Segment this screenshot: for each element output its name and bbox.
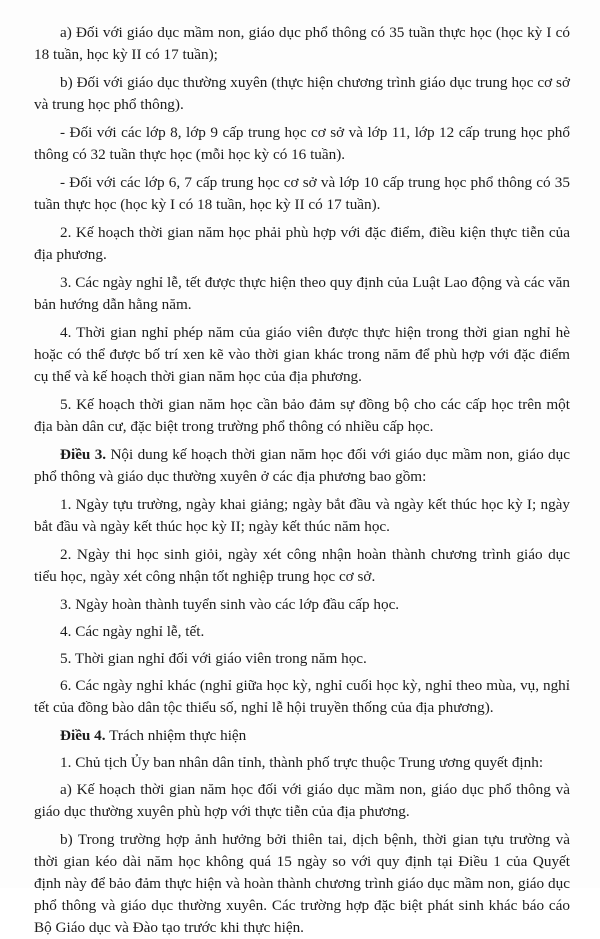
list-item: 1. Chủ tịch Ủy ban nhân dân tỉnh, thành phố trực thuộc Trung ương quyết định: [60,754,544,771]
list-item: a) Kế hoạch thời gian năm học đối với giáo dục mầm non, giáo dục phổ thông và giáo dục thường xuyên phù hợp với thực tiễn của địa phương. [34,781,570,820]
paragraph: 5. Kế hoạch thời gian năm học cần bảo đảm sự đồng bộ cho các cấp học trên một địa bàn dân cư, đặc biệt trong trường phổ thông có nhiều cấp học. [34,396,570,435]
article-3-paragraph [34,444,570,488]
list-item: 1. Ngày tựu trường, ngày khai giảng; ngày bắt đầu và ngày kết thúc học kỳ I; ngày bắt đầu và ngày kết thúc học kỳ II; ngày kết thúc năm học. [34,496,570,535]
list-item: 3. Ngày hoàn thành tuyển sinh vào các lớp đầu cấp học. [60,596,400,613]
article-3-heading: Điều 3. [60,446,107,463]
list-item: b) Trong trường hợp ảnh hưởng bởi thiên tai, dịch bệnh, thời gian tựu trường và thời gian kéo dài năm học không quá 15 ngày so với quy định tại Điều 1 của Quyết định này để bảo đảm thực hiện và hoàn thành chương trình giáo dục mầm non, giáo dục phổ thông và giáo dục thường xuyên. Các trường hợp đặc biệt phát sinh khác báo cáo Bộ Giáo dục và Đào tạo trước khi thực hiện. [34,831,570,936]
article-4-paragraph [34,725,570,747]
article-4-heading: Điều 4. [60,727,106,744]
list-item: 2. Ngày thi học sinh giỏi, ngày xét công nhận hoàn thành chương trình giáo dục tiểu học, ngày xét công nhận tốt nghiệp trung học cơ sở. [34,546,570,585]
paragraph: 4. Thời gian nghỉ phép năm của giáo viên được thực hiện trong thời gian nghỉ hè hoặc có thể được bố trí xen kẽ vào thời gian khác trong năm để phù hợp với đặc điểm cụ thể và kế hoạch thời gian năm học của địa phương. [34,324,570,385]
paragraph: a) Đối với giáo dục mầm non, giáo dục phổ thông có 35 tuần thực học (học kỳ I có 18 tuần, học kỳ II có 17 tuần); [34,24,570,63]
paragraph: 2. Kế hoạch thời gian năm học phải phù hợp với đặc điểm, điều kiện thực tiễn của địa phương. [34,224,570,263]
article-4-text: Trách nhiệm thực hiện [105,727,247,744]
paragraph: - Đối với các lớp 6, 7 cấp trung học cơ sở và lớp 10 cấp trung học phổ thông có 35 tuần thực học (học kỳ I có 18 tuần, học kỳ II có 17 tuần). [34,174,570,213]
paragraph: b) Đối với giáo dục thường xuyên (thực hiện chương trình giáo dục trung học cơ sở và trung học phổ thông). [34,74,570,113]
paragraph: - Đối với các lớp 8, lớp 9 cấp trung học cơ sở và lớp 11, lớp 12 cấp trung học phổ thông có 32 tuần thực học (mỗi học kỳ có 16 tuần). [34,124,570,163]
list-item: 4. Các ngày nghỉ lễ, tết. [60,623,205,640]
list-item: 5. Thời gian nghỉ đối với giáo viên trong năm học. [60,650,367,667]
paragraph: 3. Các ngày nghỉ lễ, tết được thực hiện theo quy định của Luật Lao động và các văn bản hướng dẫn hằng năm. [34,274,570,313]
list-item: 6. Các ngày nghỉ khác (nghỉ giữa học kỳ, nghỉ cuối học kỳ, nghỉ theo mùa, vụ, nghỉ tết của đồng bào dân tộc thiểu số, nghỉ lễ hội truyền thống của địa phương). [34,677,570,716]
article-3-text: Nội dung kế hoạch thời gian năm học đối với giáo dục mầm non, giáo dục phổ thông và giáo dục thường xuyên ở các địa phương bao gồm: [34,446,570,485]
